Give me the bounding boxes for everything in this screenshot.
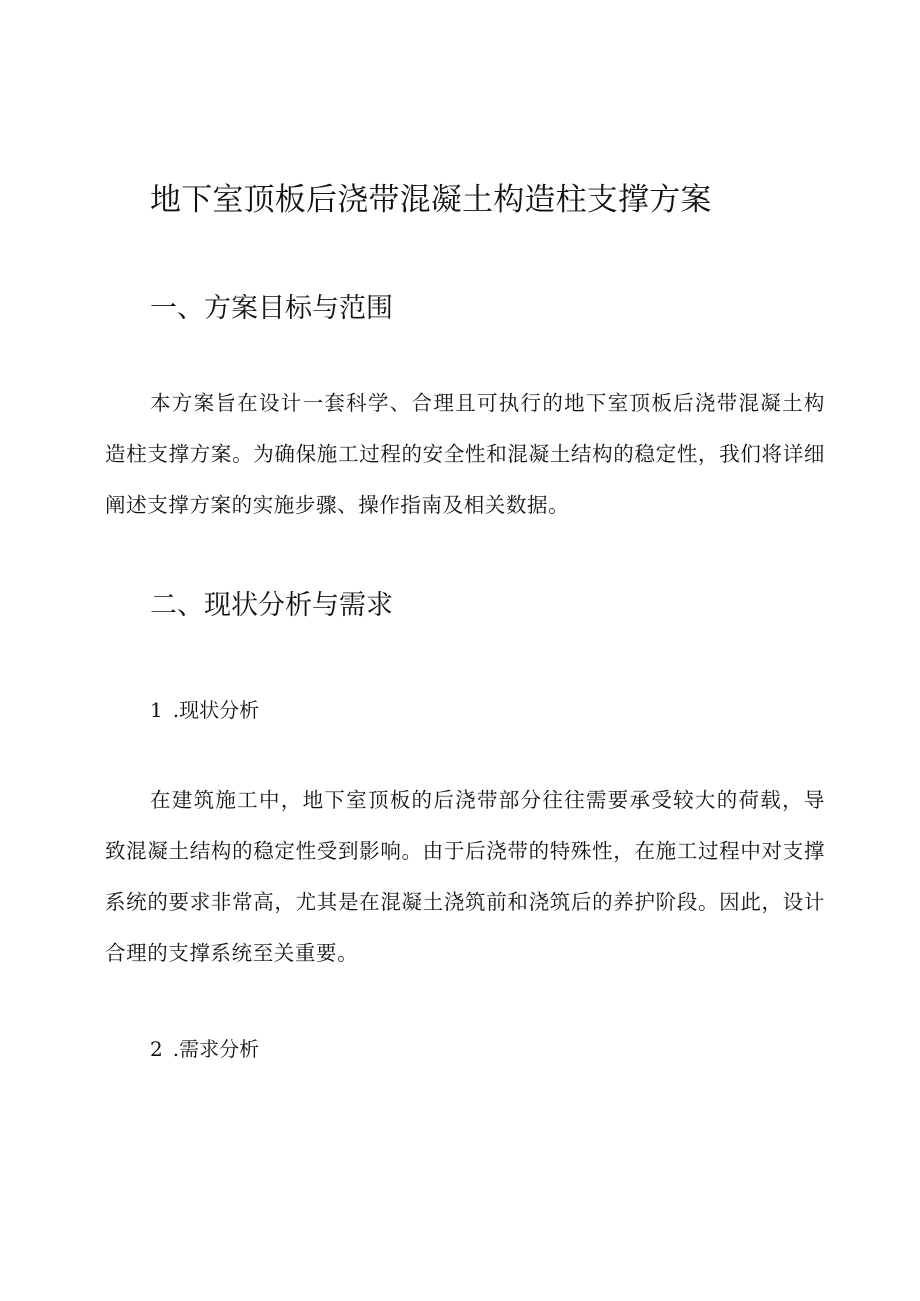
section-heading-2: 二、现状分析与需求 [150, 590, 393, 621]
subsection-number: 2 [150, 1037, 163, 1061]
subsection-1-paragraph: 在建筑施工中，地下室顶板的后浇带部分往往需要承受较大的荷载，导致混凝土结构的稳定性受到影响。由于后浇带的特殊性，在施工过程中对支撑系统的要求非常高，尤其是在混凝土浇筑前和浇筑后的养护阶段。因此，设计合理的支撑系统至关重要。 [105, 788, 825, 965]
subsection-number: 1 [150, 698, 163, 722]
subsection-heading-1 [150, 692, 259, 728]
subsection-title: .需求分析 [172, 1037, 260, 1061]
section-1-paragraph: 本方案旨在设计一套科学、合理且可执行的地下室顶板后浇带混凝土构造柱支撑方案。为确保施工过程的安全性和混凝土结构的稳定性，我们将详细阐述支撑方案的实施步骤、操作指南及相关数据。 [105, 391, 825, 517]
subsection-title: .现状分析 [172, 698, 260, 722]
document-title: 地下室顶板后浇带混凝土构造柱支撑方案 [150, 182, 712, 218]
section-heading-1: 一、方案目标与范围 [150, 293, 393, 324]
subsection-heading-2 [150, 1031, 259, 1067]
